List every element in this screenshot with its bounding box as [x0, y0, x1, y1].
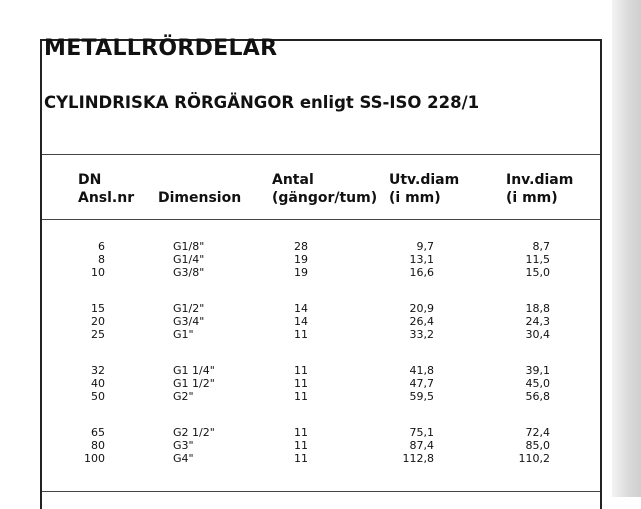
header-dimension-line2: Dimension: [158, 190, 242, 206]
cell-inv: 8,7: [532, 240, 550, 253]
column-dim: [173, 241, 253, 279]
cell-dn: 32: [91, 364, 105, 377]
cell-dim: G1/8": [173, 240, 205, 253]
cell-antal: 28: [294, 240, 308, 253]
cell-dim: G3": [173, 438, 194, 452]
viewer-edge-shadow: [612, 0, 641, 497]
cell-antal: 14: [294, 314, 308, 328]
header-utv-line1: Utv.diam: [389, 172, 460, 188]
cell-utv: 47,7: [409, 376, 434, 390]
header-utv: [389, 171, 459, 207]
column-utv: [382, 427, 434, 465]
cell-antal: 11: [294, 376, 308, 390]
cell-inv: 11,5: [525, 252, 550, 266]
cell-antal: 11: [294, 364, 308, 377]
header-dimension: [158, 171, 241, 207]
column-dim: [173, 303, 253, 341]
column-antal: [294, 241, 334, 279]
cell-utv: 20,9: [409, 302, 434, 315]
cell-antal: 11: [294, 389, 308, 403]
cell-utv: 13,1: [409, 252, 434, 266]
cell-antal: 19: [294, 265, 308, 279]
cell-dn: 6: [98, 240, 105, 253]
cell-dim: G2 1/2": [173, 426, 215, 439]
header-dn-line1: DN: [78, 172, 102, 188]
cell-inv: 15,0: [525, 265, 550, 279]
cell-antal: 19: [294, 252, 308, 266]
cell-dim: G1 1/4": [173, 364, 215, 377]
column-antal: [294, 303, 334, 341]
header-antal-line1: Antal: [272, 172, 314, 188]
column-utv: [382, 241, 434, 279]
page-subtitle: CYLINDRISKA RÖRGÄNGOR enligt SS-ISO 228/1: [44, 93, 480, 112]
column-dim: [173, 427, 253, 465]
cell-dn: 15: [91, 302, 105, 315]
cell-antal: 11: [294, 426, 308, 439]
cell-inv: 45,0: [525, 376, 550, 390]
cell-dim: G4": [173, 451, 194, 465]
column-inv: [498, 365, 550, 403]
cell-utv: 75,1: [409, 426, 434, 439]
header-antal: [272, 171, 377, 207]
column-dn: [42, 427, 105, 465]
cell-dim: G2": [173, 389, 194, 403]
column-dn: [42, 365, 105, 403]
header-inv-line1: Inv.diam: [506, 172, 574, 188]
cell-dn: 65: [91, 426, 105, 439]
column-dn: [42, 303, 105, 341]
cell-utv: 33,2: [409, 327, 434, 341]
cell-dn: 20: [91, 314, 105, 328]
column-utv: [382, 365, 434, 403]
column-inv: [498, 303, 550, 341]
header-antal-line2: (gängor/tum): [272, 190, 378, 206]
divider-bottom: [42, 491, 600, 492]
cell-inv: 18,8: [525, 302, 550, 315]
cell-utv: 59,5: [409, 389, 434, 403]
cell-inv: 110,2: [518, 451, 550, 465]
cell-dim: G1 1/2": [173, 376, 215, 390]
cell-dn: 25: [91, 327, 105, 341]
cell-dim: G1": [173, 327, 194, 341]
page-title: METALLRÖRDELAR: [44, 36, 278, 61]
column-inv: [498, 427, 550, 465]
header-dn: [78, 171, 134, 207]
cell-utv: 87,4: [409, 438, 434, 452]
column-dim: [173, 365, 253, 403]
cell-utv: 9,7: [416, 240, 434, 253]
column-utv: [382, 303, 434, 341]
cell-dn: 80: [91, 438, 105, 452]
column-dn: [42, 241, 105, 279]
cell-dn: 8: [98, 252, 105, 266]
cell-dn: 10: [91, 265, 105, 279]
cell-inv: 85,0: [525, 438, 550, 452]
cell-utv: 41,8: [409, 364, 434, 377]
cell-inv: 39,1: [525, 364, 550, 377]
cell-dim: G3/8": [173, 265, 205, 279]
cell-inv: 30,4: [525, 327, 550, 341]
divider-header: [42, 219, 600, 220]
cell-dn: 40: [91, 376, 105, 390]
divider-top: [42, 154, 600, 155]
cell-dim: G3/4": [173, 314, 205, 328]
header-dimension-line1: [158, 171, 241, 189]
cell-dn: 50: [91, 389, 105, 403]
cell-antal: 11: [294, 451, 308, 465]
cell-antal: 11: [294, 327, 308, 341]
header-inv-line2: (i mm): [506, 190, 558, 206]
column-antal: [294, 427, 334, 465]
cell-antal: 14: [294, 302, 308, 315]
cell-inv: 24,3: [525, 314, 550, 328]
header-dn-line2: Ansl.nr: [78, 190, 135, 206]
cell-utv: 16,6: [409, 265, 434, 279]
cell-dim: G1/4": [173, 252, 205, 266]
cell-antal: 11: [294, 438, 308, 452]
header-inv: [506, 171, 573, 207]
document-page: [40, 36, 602, 509]
cell-dim: G1/2": [173, 302, 205, 315]
column-antal: [294, 365, 334, 403]
cell-dn: 100: [84, 451, 105, 465]
cell-utv: 112,8: [402, 451, 434, 465]
cell-inv: 56,8: [525, 389, 550, 403]
header-utv-line2: (i mm): [389, 190, 441, 206]
column-inv: [498, 241, 550, 279]
cell-utv: 26,4: [409, 314, 434, 328]
cell-inv: 72,4: [525, 426, 550, 439]
